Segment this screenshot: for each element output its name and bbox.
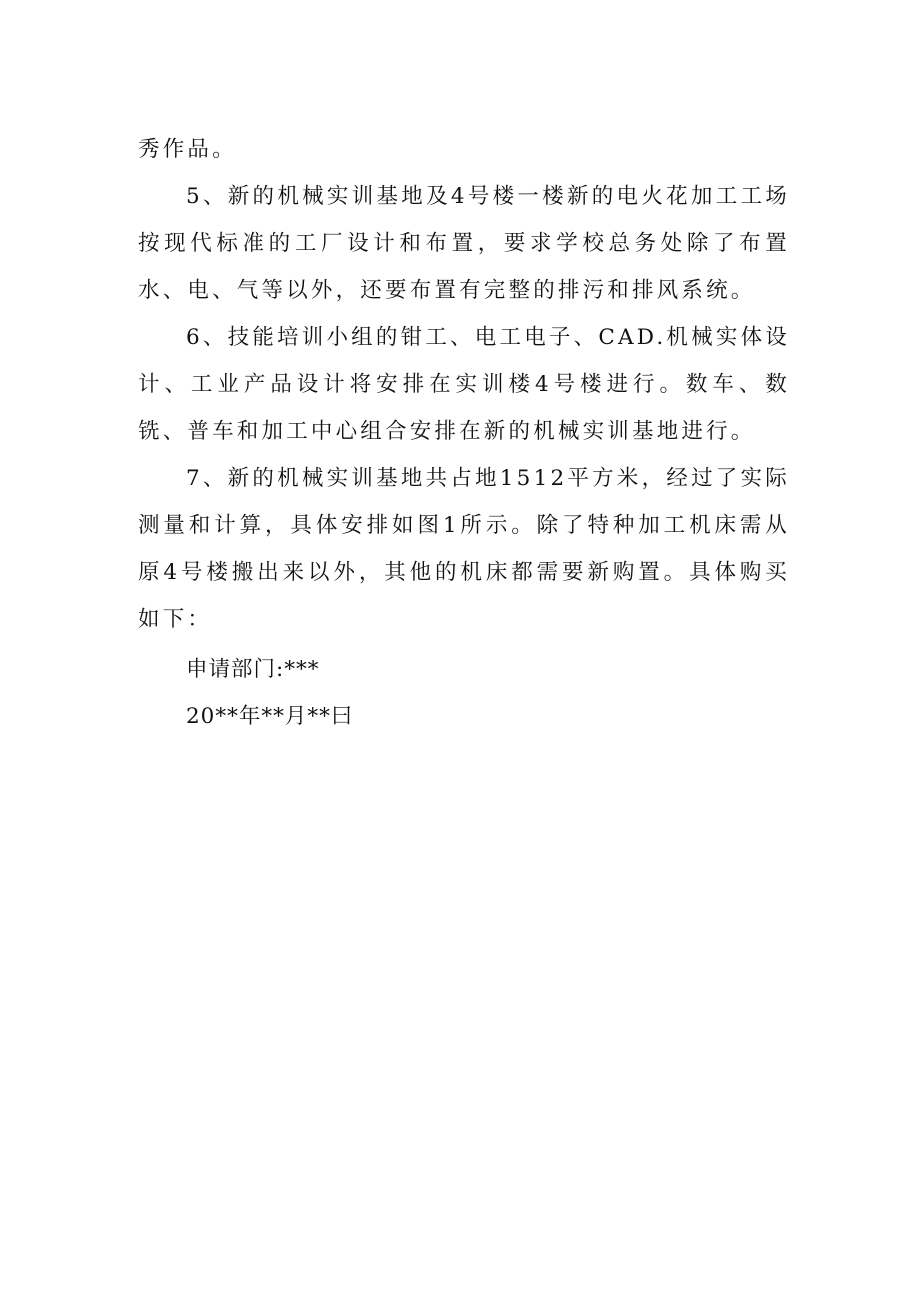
applicant-department: 申请部门:*** (186, 657, 320, 682)
paragraph-item-7: 7、新的机械实训基地共占地1512平方米，经过了实际测量和计算，具体安排如图1所示。除了特种加工机床需从原4号楼搬出来以外，其他的机床都需要新购置。具体购买如下： (138, 466, 790, 632)
paragraph-item-6: 6、技能培训小组的钳工、电工电子、CAD.机械实体设计、工业产品设计将安排在实训楼4号楼进行。数车、数铣、普车和加工中心组合安排在新的机械实训基地进行。 (138, 325, 790, 444)
document-page (138, 126, 790, 740)
paragraph-continuation: 秀作品。 (138, 137, 237, 162)
signature-date: 20**年**月**曰 (186, 704, 354, 729)
paragraph-item-5: 5、新的机械实训基地及4号楼一楼新的电火花加工工场按现代标准的工厂设计和布置，要求学校总务处除了布置水、电、气等以外，还要布置有完整的排污和排风系统。 (138, 184, 790, 303)
